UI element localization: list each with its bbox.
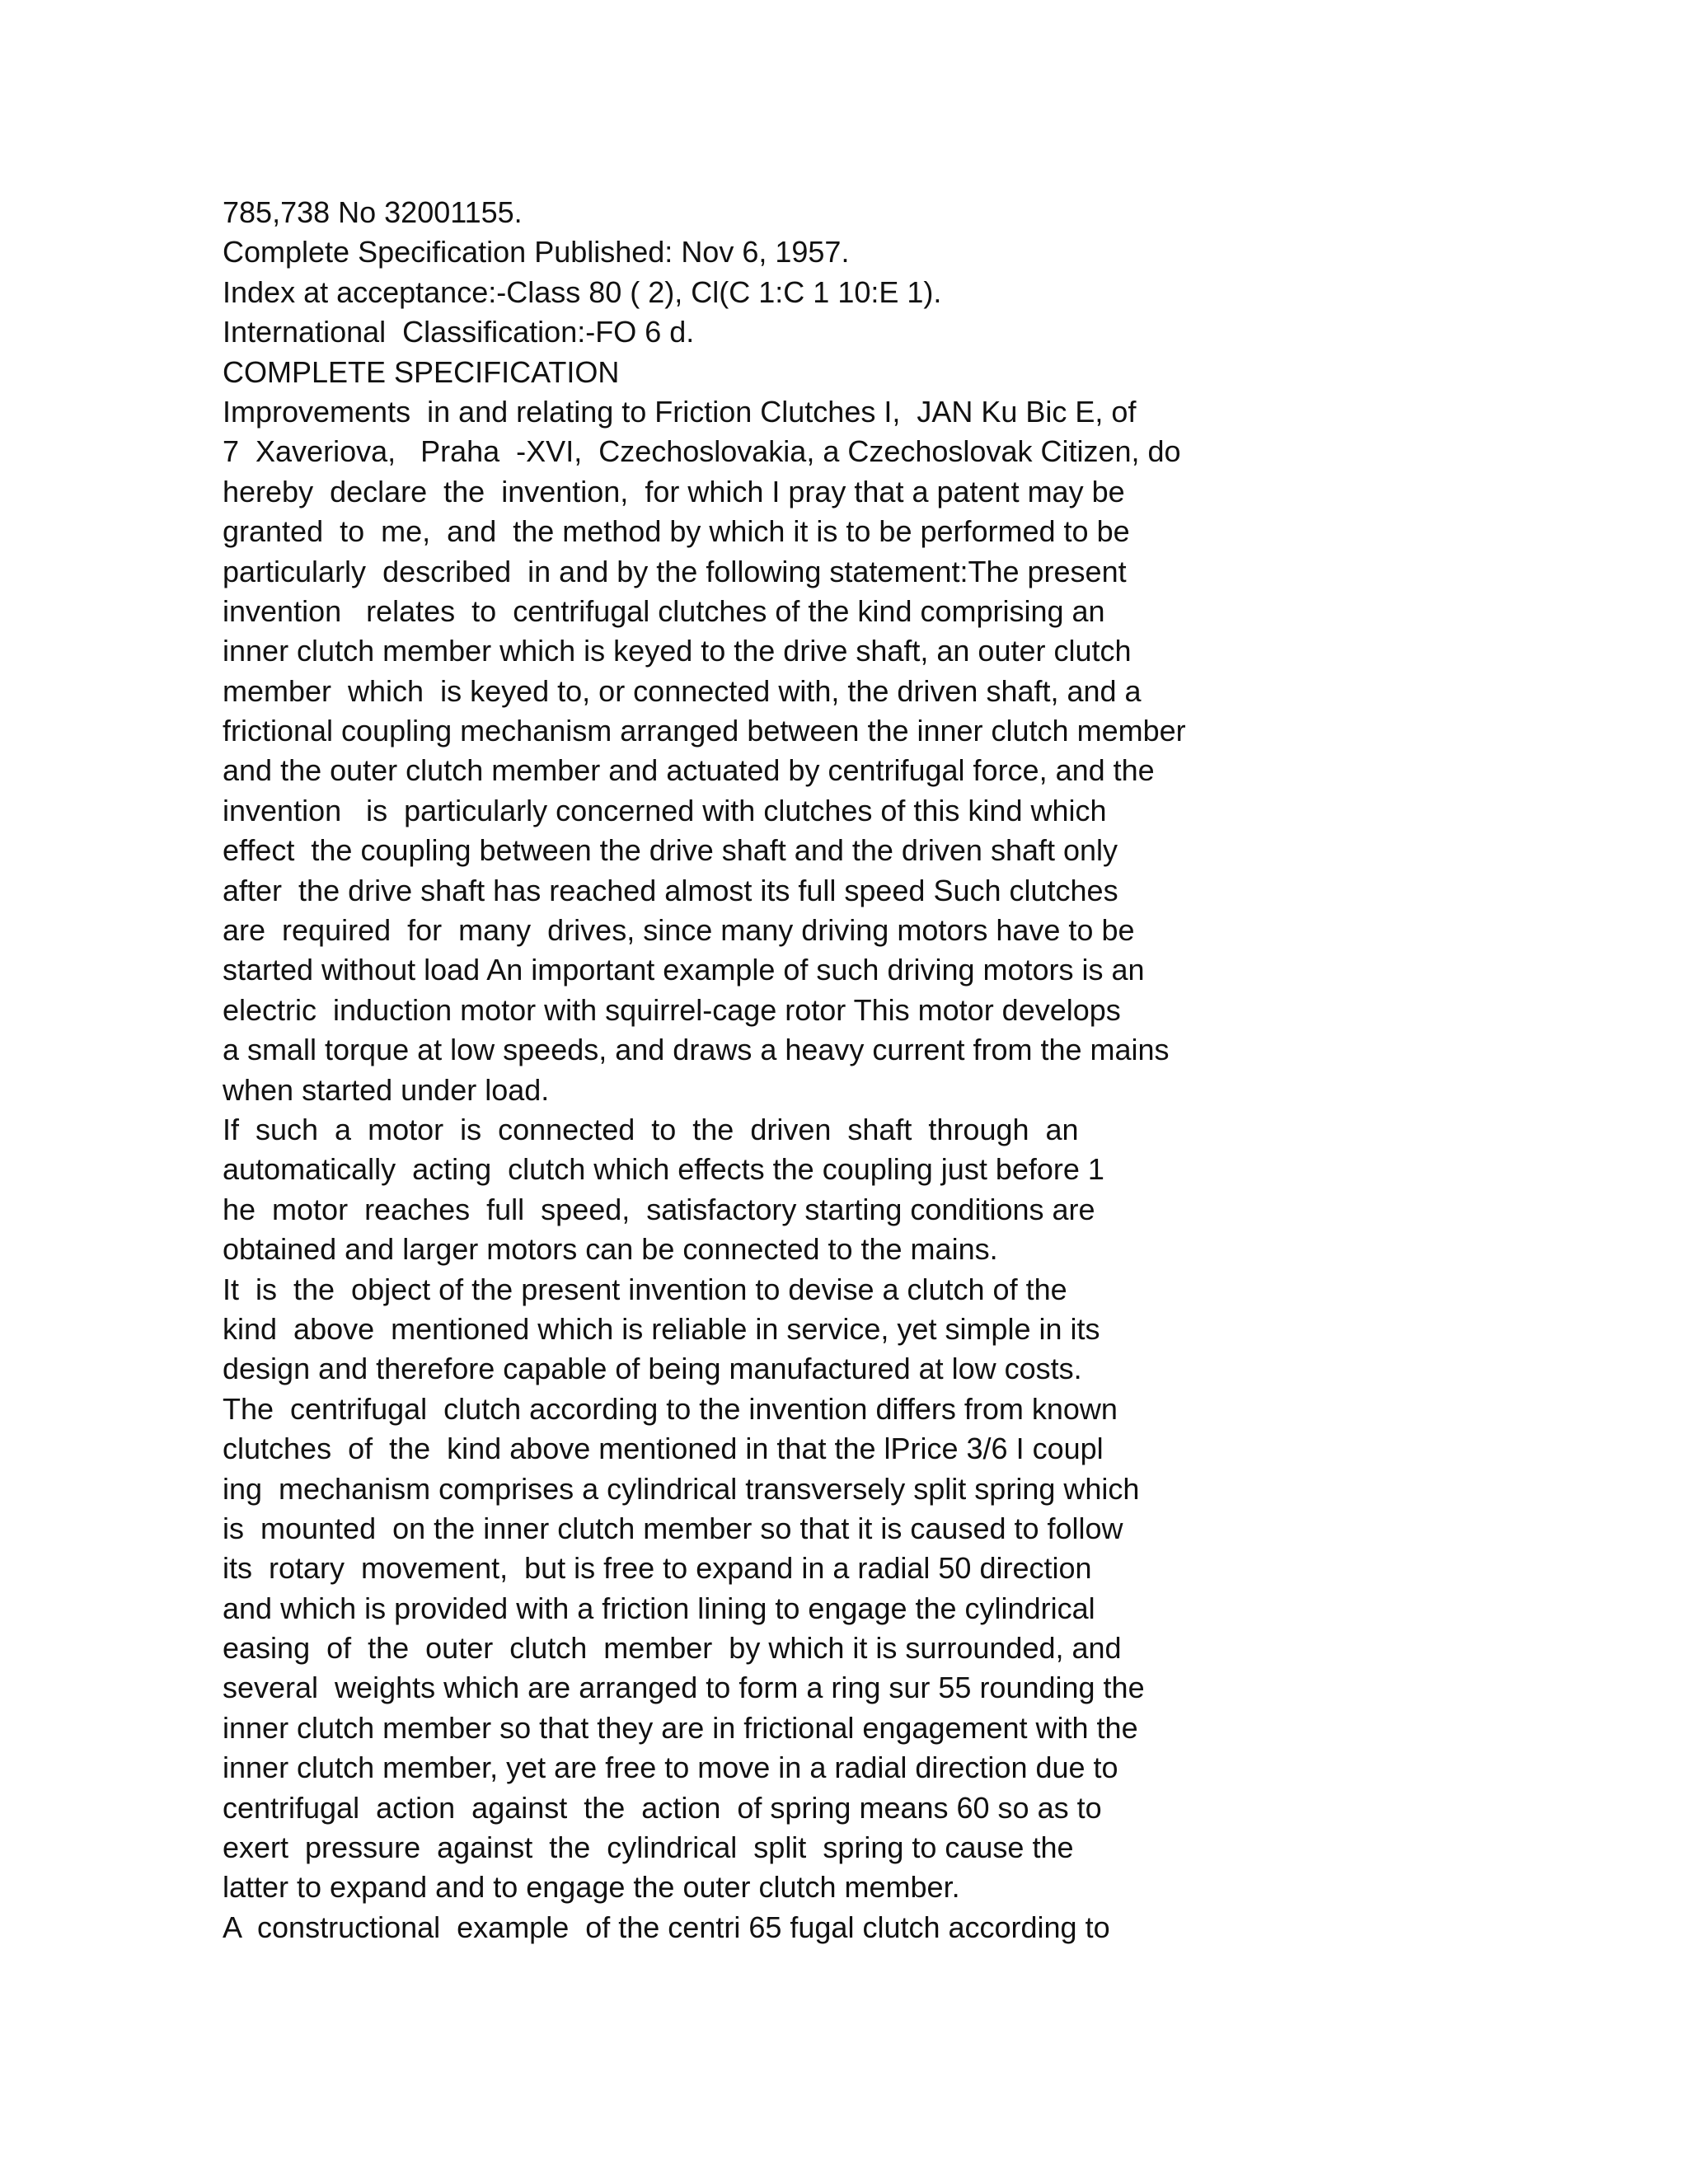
document-line: when started under load. [223,1072,550,1107]
document-line: inner clutch member so that they are in frictional engagement with the [223,1710,1138,1745]
document-body [223,193,1640,1947]
document-line: particularly described in and by the following statement:The present [223,554,1127,588]
document-line: electric induction motor with squirrel-cage rotor This motor develops [223,992,1121,1027]
document-line: invention relates to centrifugal clutches of the kind comprising an [223,593,1105,628]
document-line: clutches of the kind above mentioned in that the lPrice 3/6 I coupl [223,1432,1104,1466]
document-line: 785,738 No 32001155. [223,195,523,229]
document-line: frictional coupling mechanism arranged between the inner clutch member [223,714,1186,748]
document-line: effect the coupling between the drive shaft and the driven shaft only [223,833,1118,868]
document-line: If such a motor is connected to the driven shaft through an [223,1112,1079,1146]
document-line: inner clutch member, yet are free to move in a radial direction due to [223,1750,1118,1785]
document-line: after the drive shaft has reached almost its full speed Such clutches [223,873,1118,907]
document-line: 7 Xaveriova, Praha -XVI, Czechoslovakia, a Czechoslovak Citizen, do [223,434,1181,469]
document-line: are required for many drives, since many driving motors have to be [223,913,1135,948]
document-line: ing mechanism comprises a cylindrical transversely split spring which [223,1471,1140,1506]
document-line: easing of the outer clutch member by which it is surrounded, and [223,1631,1122,1666]
document-line: A constructional example of the centri 65 fugal clutch according to [223,1910,1110,1944]
document-line: member which is keyed to, or connected with, the driven shaft, and a [223,673,1142,708]
document-line: COMPLETE SPECIFICATION [223,354,620,389]
document-line: granted to me, and the method by which it is to be performed to be [223,514,1130,549]
document-line: Complete Specification Published: Nov 6, 1957. [223,235,850,269]
document-line: a small torque at low speeds, and draws a heavy current from the mains [223,1033,1170,1067]
document-line: automatically acting clutch which effects the coupling just before 1 [223,1152,1104,1187]
document-line: International Classification:-FO 6 d. [223,315,695,349]
document-line: started without load An important example of such driving motors is an [223,953,1145,987]
document-line: design and therefore capable of being manufactured at low costs. [223,1352,1082,1386]
document-line: hereby declare the invention, for which I pray that a patent may be [223,474,1125,509]
document-line: is mounted on the inner clutch member so that it is caused to follow [223,1511,1123,1545]
document-line: invention is particularly concerned with clutches of this kind which [223,793,1107,827]
document-line: Improvements in and relating to Friction Clutches I, JAN Ku Bic E, of [223,394,1137,429]
document-line: he motor reaches full speed, satisfactory starting conditions are [223,1192,1095,1226]
document-line: its rotary movement, but is free to expand in a radial 50 direction [223,1551,1092,1586]
document-line: centrifugal action against the action of spring means 60 so as to [223,1790,1102,1825]
document-line: latter to expand and to engage the outer clutch member. [223,1870,960,1905]
document-line: exert pressure against the cylindrical split spring to cause the [223,1830,1074,1865]
document-line: and which is provided with a friction lining to engage the cylindrical [223,1591,1095,1625]
document-line: obtained and larger motors can be connected to the mains. [223,1232,998,1267]
document-line: It is the object of the present invention to devise a clutch of the [223,1272,1067,1306]
document-line: several weights which are arranged to form a ring sur 55 rounding the [223,1671,1145,1705]
document-line: kind above mentioned which is reliable in service, yet simple in its [223,1311,1100,1346]
document-line: The centrifugal clutch according to the invention differs from known [223,1391,1118,1426]
document-line: Index at acceptance:-Class 80 ( 2), Cl(C 1:C 1 10:E 1). [223,274,942,309]
document-line: and the outer clutch member and actuated by centrifugal force, and the [223,753,1155,788]
document-line: inner clutch member which is keyed to the drive shaft, an outer clutch [223,634,1132,668]
